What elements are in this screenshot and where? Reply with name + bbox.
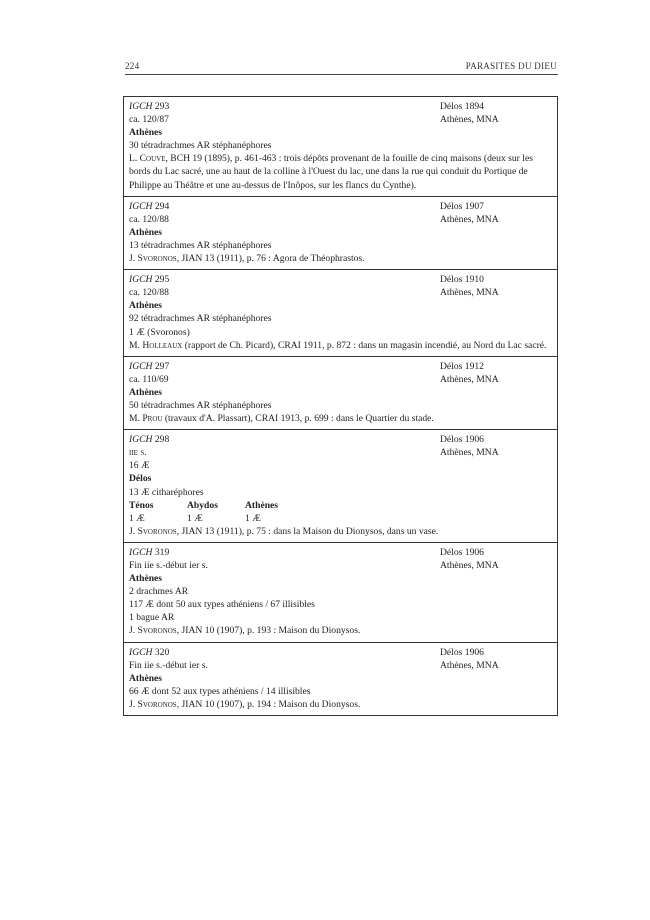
hoard-reference: IGCH 293 [129,101,170,112]
hoard-date: ca. 120/87 [129,114,169,126]
find-place: Délos 1894 [440,101,484,112]
hoard-location: Athènes, MNA [440,659,499,671]
hoard-reference: IGCH 298 [129,434,170,446]
hoard-location: Athènes, MNA [440,114,499,126]
hoard-location: Athènes, MNA [440,287,499,299]
hoard-location: Athènes, MNA [440,447,499,459]
subvalue: 1 Æ [129,512,145,524]
hoard-reference: IGCH 297 [129,360,170,372]
hoard-entry [124,270,557,357]
hoard-entry [124,357,557,430]
mint-heading: Délos [129,473,152,485]
bibliography: J. Svoronos, JIAN 10 (1907), p. 194 : Maison du Dionysos. [129,698,361,710]
mint-heading: Athènes [129,386,163,398]
subvalue: 1 Æ [245,512,261,524]
content-line: 1 Æ (Svoronos) [129,326,190,338]
content-line: 50 tétradrachmes AR stéphanéphores [129,399,272,411]
bibliography: M. Holleaux (rapport de Ch. Picard), CRAI 1911, p. 872 : dans un magasin incendié, au Nord du Lac sacré. [129,339,547,351]
bibliography: L. Couve, BCH 19 (1895), p. 461-463 : trois dépôts provenant de la fouille de cinq maisons (deux sur les bords du Lac sacré, une au haut de la colline à l'Ouest du lac, une dans la rue qui conduit du Portique de Philippe au Théâtre et une au-dessus de l'Inôpos, sur les flancs du Cynthe). [129,153,533,191]
find-place: Délos 1912 [440,360,484,372]
bibliography: J. Svoronos, JIAN 10 (1907), p. 193 : Maison du Dionysos. [129,625,361,637]
mint-heading: Athènes [129,573,163,585]
hoard-date: Fin iie s.-début ier s. [129,560,208,571]
mint-subvalues [129,512,550,525]
mint-heading: Athènes [129,300,163,312]
mint-subheadings [129,499,550,512]
hoard-entry [124,97,557,197]
hoard-date: ca. 120/88 [129,287,169,299]
bibliography: J. Svoronos, JIAN 13 (1911), p. 76 : Agora de Théophrastos. [129,253,365,265]
hoard-entry [124,430,557,543]
bibliography: M. Prou (travaux d'A. Plassart), CRAI 1913, p. 699 : dans le Quartier du stade. [129,413,434,425]
find-place: Délos 1907 [440,200,484,212]
hoard-date: ca. 110/69 [129,373,169,385]
page-number: 224 [125,61,140,71]
hoard-date: iie s. [129,447,147,459]
content-line: 13 tétradrachmes AR stéphanéphores [129,239,272,251]
mint-heading: Athènes [129,672,163,684]
content-line: 30 tétradrachmes AR stéphanéphores [129,140,272,152]
header-rule [125,74,558,75]
hoard-date: Fin iie s.-début ier s. [129,659,208,671]
content-line: 66 Æ dont 52 aux types athéniens / 14 illisibles [129,685,311,697]
content-line: 1 bague AR [129,612,175,624]
content-line: 117 Æ dont 50 aux types athéniens / 67 illisibles [129,599,315,611]
hoard-entry [124,197,557,270]
subheading: Abydos [187,499,218,511]
hoard-location: Athènes, MNA [440,560,499,571]
bibliography: J. Svoronos, JIAN 13 (1911), p. 75 : dans la Maison du Dionysos, dans un vase. [129,525,439,537]
hoard-reference: IGCH 294 [129,200,170,212]
hoard-entry [124,543,557,643]
mint-heading: Athènes [129,127,163,139]
hoard-reference: IGCH 319 [129,546,170,558]
find-place: Délos 1906 [440,546,484,558]
hoard-entry [124,643,557,715]
subheading: Ténos [129,499,154,511]
find-place: Délos 1906 [440,646,484,658]
hoard-date: ca. 120/88 [129,213,169,225]
mint-heading: Athènes [129,226,163,238]
subvalue: 1 Æ [187,512,203,524]
find-place: Délos 1910 [440,274,484,286]
hoard-location: Athènes, MNA [440,213,499,225]
hoard-reference: IGCH 295 [129,274,170,286]
content-line: 13 Æ citharéphores [129,486,204,498]
hoard-reference: IGCH 320 [129,646,170,658]
running-title: PARASITES DU DIEU [465,61,557,71]
content-line: 92 tétradrachmes AR stéphanéphores [129,313,272,325]
find-place: Délos 1906 [440,434,484,446]
hoard-table [123,96,558,716]
content-line: 2 drachmes AR [129,586,189,598]
subheading: Athènes [245,499,279,511]
content-line: 16 Æ [129,460,150,472]
hoard-location: Athènes, MNA [440,373,499,385]
